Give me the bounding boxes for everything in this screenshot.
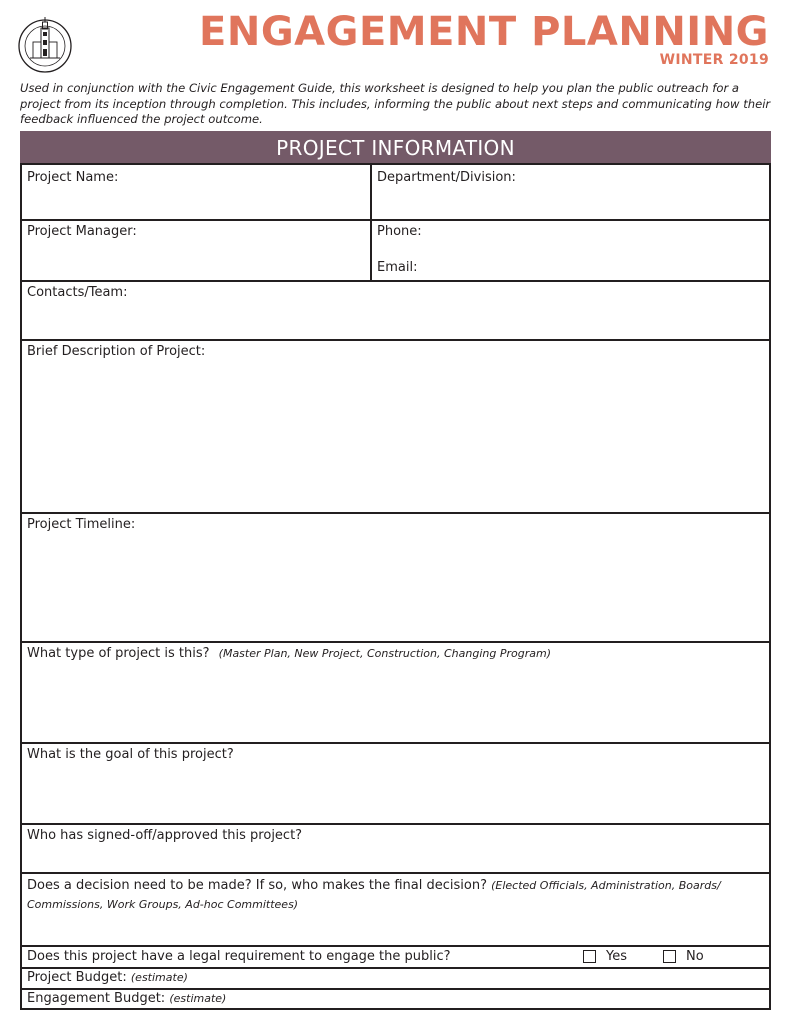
project-budget-label: Project Budget: — [27, 970, 127, 985]
intro-paragraph: Used in conjunction with the Civic Engagement Guide, this worksheet is designed to help you plan the public outreach for a project from its inception through completion. This includes, informing the public about next steps and communicating how their feedback influenced the project outcome. — [20, 81, 771, 126]
final-decision-label: Does a decision need to be made? If so, who makes the final decision? — [27, 878, 487, 893]
legal-yes-checkbox[interactable] — [583, 950, 596, 963]
project-budget-hint: (estimate) — [130, 971, 188, 984]
page-title: ENGAGEMENT PLANNING — [199, 9, 769, 55]
project-information-form — [20, 163, 771, 1010]
project-budget-field[interactable] — [27, 970, 188, 985]
department-field[interactable]: Department/Division: — [377, 170, 516, 185]
project-timeline-field[interactable]: Project Timeline: — [27, 517, 136, 532]
project-type-label: What type of project is this? — [27, 646, 210, 661]
engagement-budget-label: Engagement Budget: — [27, 991, 166, 1006]
project-type-hint: (Master Plan, New Project, Construction, Changing Program) — [218, 647, 551, 660]
engagement-budget-field[interactable] — [27, 991, 226, 1006]
salt-lake-city-seal-icon — [16, 14, 74, 78]
legal-no-label: No — [686, 949, 704, 964]
final-decision-field[interactable] — [27, 876, 747, 914]
legal-yes-label: Yes — [606, 949, 627, 964]
signed-off-field[interactable]: Who has signed-off/approved this project? — [27, 828, 303, 843]
final-decision-hint: (Elected Officials, Administration, Boards/ Commissions, Work Groups, Ad-hoc Committees) — [27, 879, 721, 911]
phone-field[interactable]: Phone: — [377, 224, 422, 239]
season-label: WINTER 2019 — [659, 52, 769, 68]
brief-description-field[interactable]: Brief Description of Project: — [27, 344, 206, 359]
project-goal-field[interactable]: What is the goal of this project? — [27, 747, 234, 762]
project-type-field[interactable] — [27, 646, 551, 661]
email-field[interactable]: Email: — [377, 260, 418, 275]
engagement-budget-hint: (estimate) — [169, 992, 227, 1005]
legal-no-checkbox[interactable] — [663, 950, 676, 963]
city-seal-logo — [16, 14, 74, 78]
legal-requirement-label: Does this project have a legal requirement to engage the public? — [27, 949, 451, 964]
project-name-field[interactable]: Project Name: — [27, 170, 119, 185]
project-manager-field[interactable]: Project Manager: — [27, 224, 137, 239]
section-banner: PROJECT INFORMATION — [20, 131, 771, 163]
contacts-team-field[interactable]: Contacts/Team: — [27, 285, 128, 300]
